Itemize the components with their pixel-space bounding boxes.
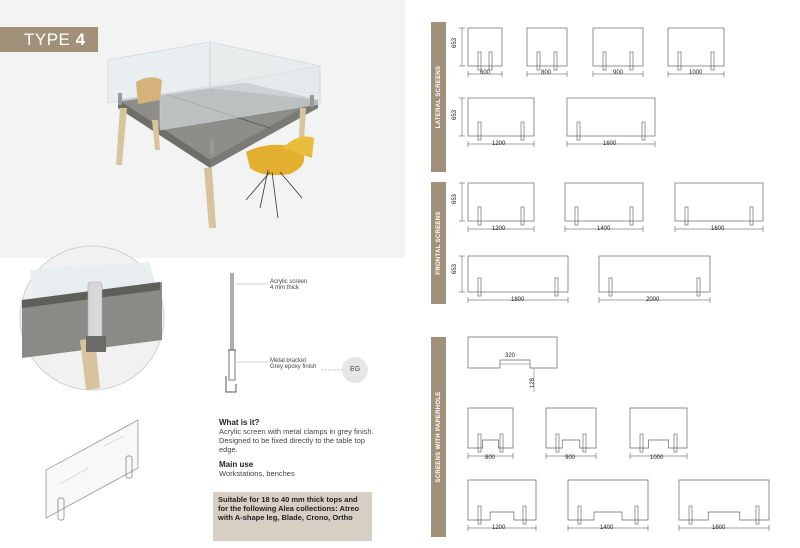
width-label: 900 xyxy=(565,455,576,461)
finish-code-badge: EG xyxy=(342,357,368,383)
bracket-mark xyxy=(521,122,524,140)
bracket-mark xyxy=(478,207,481,225)
height-label-frontal: 653 xyxy=(452,193,459,205)
height-label-lateral: 653 xyxy=(452,37,459,49)
bracket-mark xyxy=(630,52,633,70)
width-label: 1600 xyxy=(712,525,726,531)
paperhole-panel xyxy=(568,480,648,520)
bracket-mark xyxy=(578,506,581,524)
width-label: 1200 xyxy=(492,525,506,531)
width-label: 1000 xyxy=(689,70,703,76)
height-label-frontal-2: 653 xyxy=(452,263,459,275)
bracket-mark xyxy=(685,207,688,225)
width-label: 900 xyxy=(613,70,624,76)
bracket-label: Metal bracket Grey epoxy finish xyxy=(270,358,317,370)
bracket-mark xyxy=(609,278,612,296)
description-block xyxy=(219,418,379,484)
width-label: 1800 xyxy=(511,297,525,303)
screen-panel xyxy=(527,28,567,66)
width-label: 800 xyxy=(541,70,552,76)
screen-panel xyxy=(668,28,724,66)
suitable-note: Suitable for 18 to 40 mm thick tops and for the following Alea collections: Atreo with A-shape leg, Blade, Crono, Ortho xyxy=(213,492,372,541)
detail-zoom-circle xyxy=(20,246,164,390)
bracket-mark xyxy=(489,52,492,70)
paperhole-panel xyxy=(630,408,687,448)
paperhole-panel xyxy=(679,480,769,520)
use-title: Main use xyxy=(219,460,254,469)
what-title: What is it? xyxy=(219,418,260,427)
bracket-mark xyxy=(640,434,643,452)
bracket-mark xyxy=(556,434,559,452)
bracket-mark xyxy=(756,506,759,524)
bracket-mark xyxy=(537,52,540,70)
bracket-mark xyxy=(635,506,638,524)
bracket-mark xyxy=(575,207,578,225)
screen-sketch xyxy=(46,420,138,520)
width-label: 600 xyxy=(480,70,491,76)
height-label-lateral-2: 653 xyxy=(452,109,459,121)
bracket-mark xyxy=(689,506,692,524)
bracket-mark xyxy=(478,122,481,140)
dimension-drawings xyxy=(459,28,769,531)
width-label: 1600 xyxy=(711,226,725,232)
paperhole-panel xyxy=(468,408,513,448)
screen-panel xyxy=(468,28,502,66)
bracket-mark xyxy=(478,278,481,296)
use-text: Workstations, benches xyxy=(219,469,295,478)
bracket-mark xyxy=(554,52,557,70)
bracket-mark xyxy=(583,434,586,452)
what-text: Acrylic screen with metal clamps in grey finish. Designed to be fixed directly to the table top edge. xyxy=(219,427,374,454)
bracket-mark xyxy=(697,278,700,296)
screen-panel xyxy=(468,256,568,292)
screen-panel xyxy=(565,183,643,221)
bracket-mark xyxy=(500,434,503,452)
paperhole-band: SCREENS WITH PAPERHOLE xyxy=(431,337,446,537)
lateral-band: LATERAL SCREENS xyxy=(431,22,446,172)
bracket-mark xyxy=(478,52,481,70)
width-label: 1400 xyxy=(600,525,614,531)
desk-render xyxy=(108,42,320,228)
bracket-mark xyxy=(523,506,526,524)
paperhole-width-label: 320 xyxy=(505,353,516,359)
bracket-mark xyxy=(678,52,681,70)
paperhole-depth-label: 128 xyxy=(530,377,537,389)
width-label: 1200 xyxy=(492,141,506,147)
width-label: 800 xyxy=(485,455,496,461)
bracket-mark xyxy=(603,52,606,70)
screen-panel xyxy=(593,28,643,66)
type-tag: TYPE 4 xyxy=(0,27,98,52)
width-label: 1600 xyxy=(603,141,617,147)
width-label: 1400 xyxy=(597,226,611,232)
bracket-mark xyxy=(642,122,645,140)
bracket-mark xyxy=(674,434,677,452)
width-label: 2000 xyxy=(646,297,660,303)
bracket-mark xyxy=(630,207,633,225)
bracket-mark xyxy=(711,52,714,70)
bracket-mark xyxy=(577,122,580,140)
bracket-mark xyxy=(478,506,481,524)
screen-label: Acrylic screen 4 mm thick xyxy=(270,279,308,291)
paperhole-panel xyxy=(546,408,596,448)
width-label: 1000 xyxy=(650,455,664,461)
width-label: 1200 xyxy=(492,226,506,232)
bracket-mark xyxy=(521,207,524,225)
frontal-band: FRONTAL SCREENS xyxy=(431,182,446,304)
bracket-mark xyxy=(750,207,753,225)
screen-panel xyxy=(599,256,710,292)
bracket-mark xyxy=(478,434,481,452)
bracket-mark xyxy=(555,278,558,296)
